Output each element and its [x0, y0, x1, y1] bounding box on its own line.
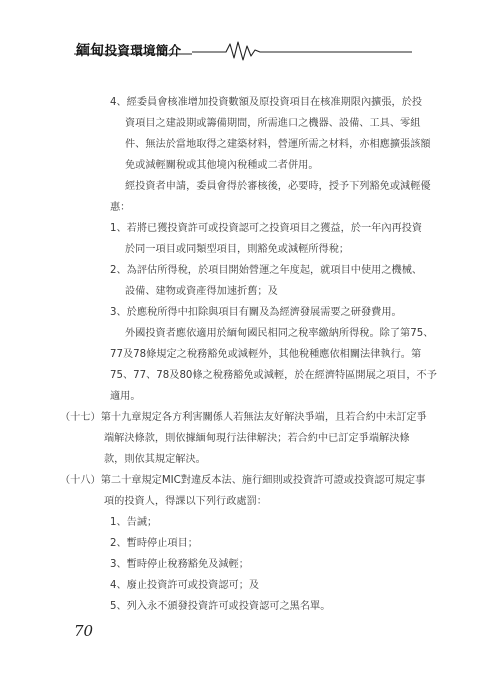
- paragraph-line: 2、暫時停止項目；: [110, 538, 198, 549]
- paragraph-line: 5、列入永不頒發投資許可或投資認可之黑名單。: [110, 601, 331, 612]
- paragraph-line: 4、廢止投資許可或投資認可；及: [110, 580, 260, 591]
- paragraph-line: 件、無法於當地取得之建築材料，營運所需之材料，亦相應擴張該額: [125, 139, 431, 150]
- paragraph-line: 適用。: [110, 391, 141, 402]
- paragraph-line: 於同一項目或同類型項目，則豁免或減輕所得稅；: [125, 244, 350, 255]
- running-header: [0, 38, 480, 62]
- page-number: 70: [74, 622, 94, 640]
- paragraph-line: 2、為評估所得稅，於項目開始營運之年度起，就項目中使用之機械、: [110, 265, 423, 276]
- header-title-prefix: 緬甸: [76, 43, 105, 59]
- paragraph-line: 免或減輕關稅或其他境內稅種或二者併用。: [125, 160, 319, 171]
- paragraph-line: 經投資者申請，委員會得於審核後，必要時，授予下列豁免或減輕優: [125, 181, 431, 192]
- paragraph-line: 端解決條款，則依據緬甸現行法律解決；若合約中已訂定爭端解決條: [104, 433, 410, 444]
- paragraph-line: 3、於應稅所得中扣除與項目有關及為經濟發展需要之研發費用。: [110, 307, 402, 318]
- heartbeat-line-icon: [0, 38, 480, 62]
- paragraph-line: 設備、建物或資產得加速折舊；及: [125, 286, 278, 297]
- paragraph-line: （十七）第十九章規定各方利害關係人若無法友好解決爭端，且若合約中未訂定爭: [60, 412, 427, 423]
- paragraph-line: 77及78條規定之稅務豁免或減輕外，其他稅種應依相關法律執行。第: [110, 349, 422, 360]
- paragraph-line: 75、77、78及80條之稅務豁免或減輕，於在經濟特區開展之項目，不予: [110, 370, 437, 381]
- paragraph-line: 款，則依其規定解決。: [104, 454, 206, 465]
- paragraph-line: 1、若將已獲投資許可或投資認可之投資項目之獲益，於一年內再投資: [110, 223, 423, 234]
- paragraph-line: 4、經委員會核准增加投資數額及原投資項目在核准期限內擴張，於投: [110, 97, 423, 108]
- paragraph-line: 惠：: [110, 202, 131, 213]
- paragraph-line: 外國投資者應依適用於緬甸國民相同之稅率繳納所得稅。除了第75、: [125, 328, 434, 339]
- paragraph-line: （十八）第二十章規定MIC對違反本法、施行細則或投資許可證或投資認可規定事: [60, 475, 426, 486]
- paragraph-line: 3、暫時停止稅務豁免及減輕；: [110, 559, 249, 570]
- header-title-rest: 投資環境簡介: [104, 43, 182, 58]
- paragraph-line: 1、告誡；: [110, 517, 158, 528]
- header-title: [76, 40, 181, 60]
- paragraph-line: 項的投資人，得課以下列行政處罰：: [104, 496, 267, 507]
- paragraph-line: 資項目之建設期或籌備期間，所需進口之機器、設備、工具、零組: [125, 118, 421, 129]
